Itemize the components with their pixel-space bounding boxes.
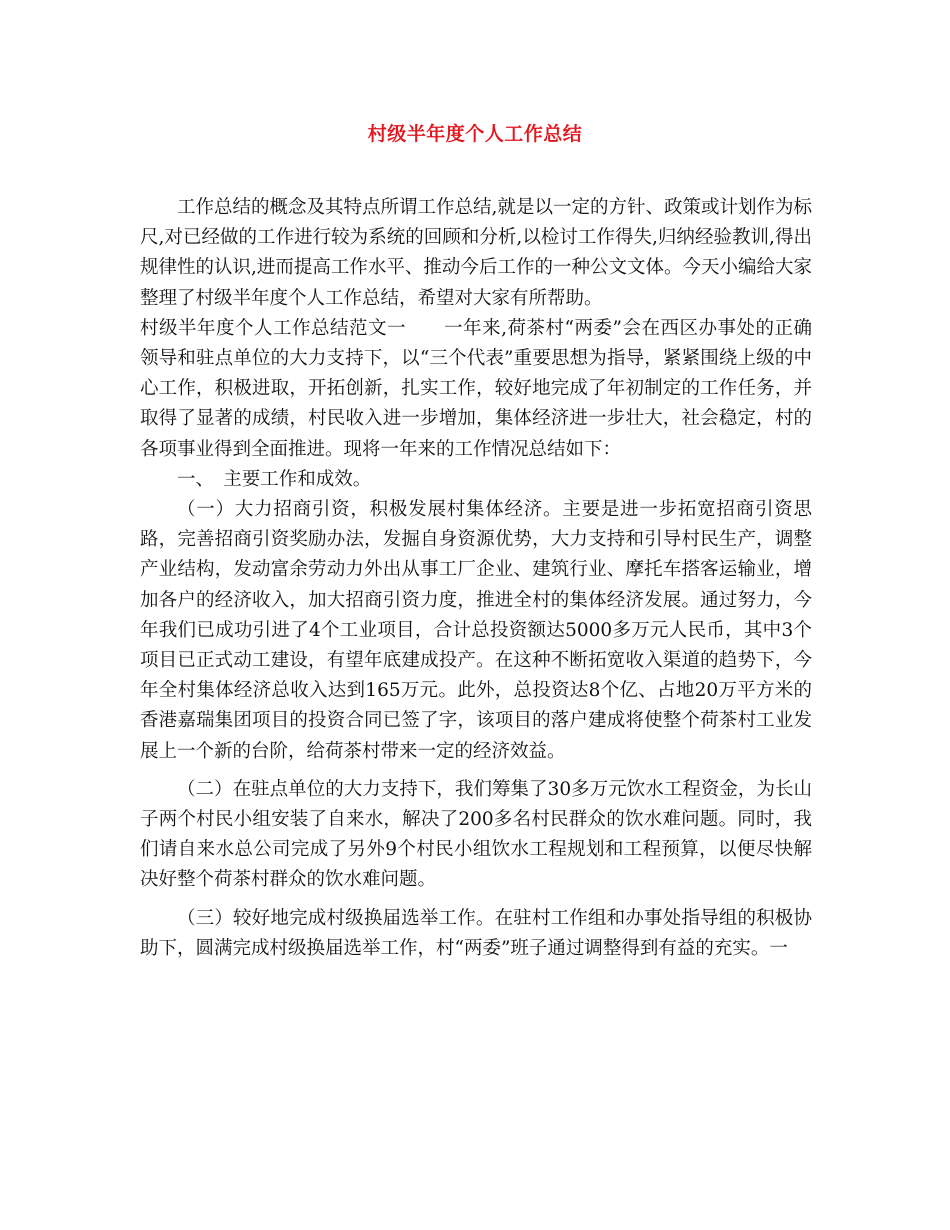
paragraph-intro: 工作总结的概念及其特点所谓工作总结,就是以一定的方针、政策或计划作为标尺,对已经做的工作进行较为系统的回顾和分析,以检讨工作得失,归纳经验教训,得出规律性的认识,进而提高工作水平、推动今后工作的一种公文文体。今天小编给大家整理了村级半年度个人工作总结，希望对大家有所帮助。 <box>140 197 812 309</box>
paragraph-item-two: （二）在驻点单位的大力支持下，我们筹集了30多万元饮水工程资金，为长山子两个村民小组安装了自来水，解决了200多名村民群众的饮水难问题。同时，我们请自来水总公司完成了另外9个村民小组饮水工程规划和工程预算，以便尽快解决好整个荷茶村群众的饮水难问题。 <box>140 778 812 891</box>
document-body <box>140 193 812 964</box>
paragraph-sample-one: 村级半年度个人工作总结范文一 一年来,荷茶村“两委”会在西区办事处的正确领导和驻点单位的大力支持下，以“三个代表”重要思想为指导，紧紧围绕上级的中心工作，积极进取，开拓创新，扎实工作，较好地完成了年初制定的工作任务，并取得了显著的成绩，村民收入进一步增加，集体经济进一步壮大，社会稳定，村的各项事业得到全面推进。现将一年来的工作情况总结如下： <box>140 317 812 460</box>
document-title: 村级半年度个人工作总结 <box>367 123 583 145</box>
paragraph-item-one: （一）大力招商引资，积极发展村集体经济。主要是进一步拓宽招商引资思路，完善招商引资奖励办法，发掘自身资源优势，大力支持和引导村民生产，调整产业结构，发动富余劳动力外出从事工厂企业、建筑行业、摩托车搭客运输业，增加各户的经济收入，加大招商引资力度，推进全村的集体经济发展。通过努力，今年我们已成功引进了4个工业项目，合计总投资额达5000多万元人民币，其中3个项目已正式动工建设，有望年底建成投产。在这种不断拓宽收入渠道的趋势下，今年全村集体经济总收入达到165万元。此外，总投资达8个亿、占地20万平方米的香港嘉瑞集团项目的投资合同已签了字，该项目的落户建成将使整个荷茶村工业发展上一个新的台阶，给荷茶村带来一定的经济效益。 <box>140 499 812 762</box>
section-heading-main-work: 一、 主要工作和成效。 <box>177 468 372 490</box>
paragraph-item-three: （三）较好地完成村级换届选举工作。在驻村工作组和办事处指导组的积极协助下，圆满完成村级换届选举工作，村“两委”班子通过调整得到有益的充实。一 <box>140 907 812 959</box>
